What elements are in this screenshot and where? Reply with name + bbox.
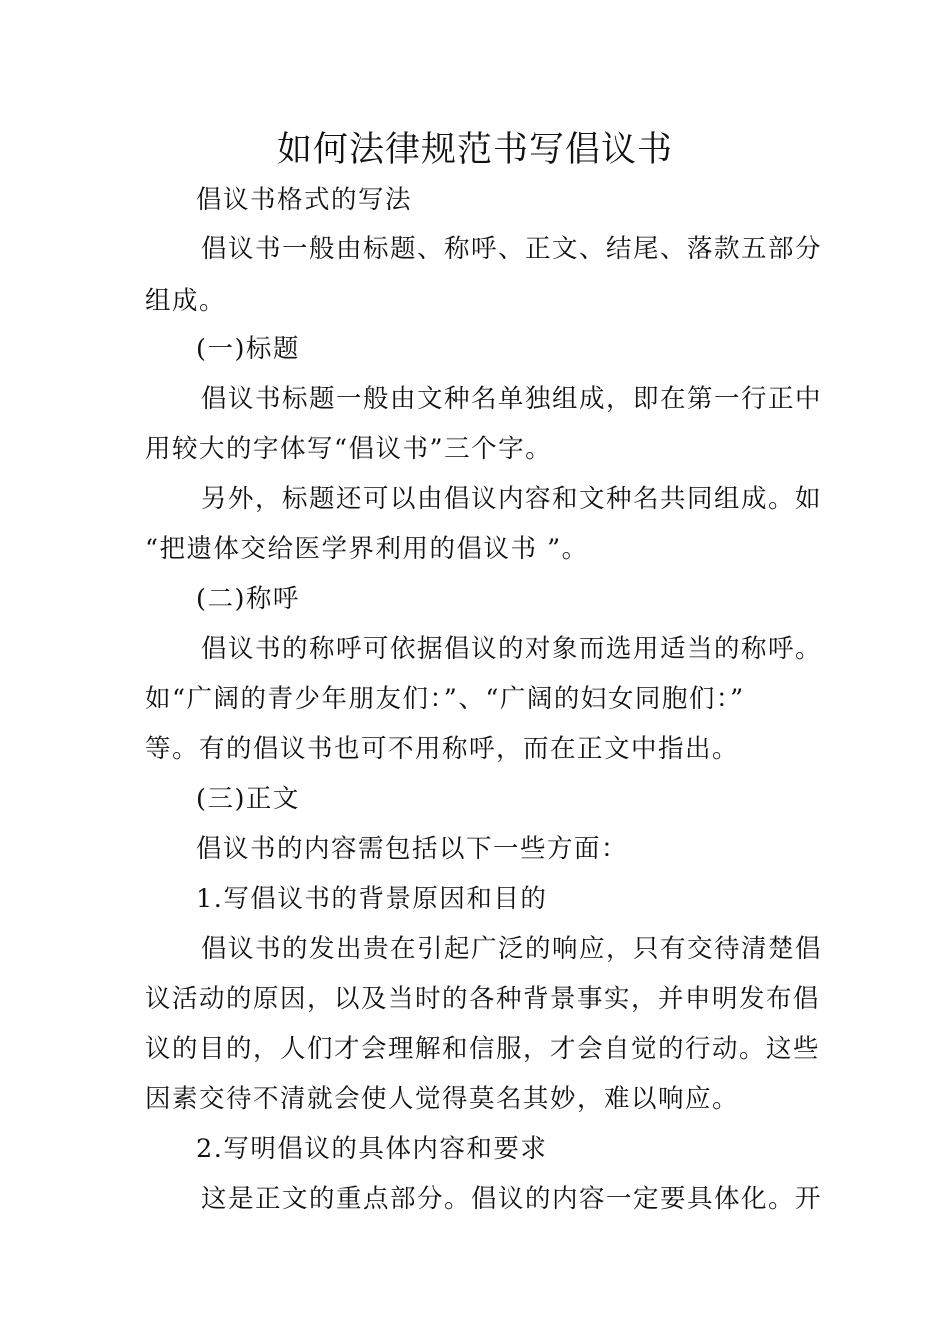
section-heading: (一)标题 <box>196 334 300 364</box>
paragraph-line: 倡议书一般由标题、称呼、正文、结尾、落款五部分 <box>201 234 823 264</box>
subsection-heading: 2.写明倡议的具体内容和要求 <box>196 1134 548 1164</box>
paragraph-line: 议活动的原因，以及当时的各种背景事实，并申明发布倡 <box>145 984 821 1014</box>
section-heading: 倡议书格式的写法 <box>196 185 413 215</box>
paragraph-line: 另外，标题还可以由倡议内容和文种名共同组成。如 <box>201 484 823 514</box>
subsection-heading: 1.写倡议书的背景原因和目的 <box>196 884 548 914</box>
paragraph-line: 倡议书的内容需包括以下一些方面： <box>196 834 629 864</box>
paragraph-line: 倡议书标题一般由文种名单独组成，即在第一行正中 <box>201 384 823 414</box>
document-title: 如何法律规范书写倡议书 <box>276 130 673 170</box>
paragraph-line: “把遗体交给医学界利用的倡议书 ”。 <box>145 534 589 564</box>
paragraph-line: 议的目的，人们才会理解和信服，才会自觉的行动。这些 <box>145 1034 821 1064</box>
paragraph-line: 倡议书的称呼可依据倡议的对象而选用适当的称呼。 <box>201 634 823 664</box>
paragraph-line: 因素交待不清就会使人觉得莫名其妙，难以响应。 <box>145 1084 740 1114</box>
paragraph-line: 组成。 <box>145 286 227 316</box>
paragraph-line: 这是正文的重点部分。倡议的内容一定要具体化。开 <box>201 1184 823 1214</box>
paragraph-line: 倡议书的发出贵在引起广泛的响应，只有交待清楚倡 <box>201 934 823 964</box>
paragraph-line: 等。有的倡议书也可不用称呼，而在正文中指出。 <box>145 734 740 764</box>
section-heading: (二)称呼 <box>196 584 300 614</box>
section-heading: (三)正文 <box>196 784 300 814</box>
paragraph-line: 如“广阔的青少年朋友们：”、“广阔的妇女同胞们：” <box>145 684 745 714</box>
paragraph-line: 用较大的字体写“倡议书”三个字。 <box>145 434 553 464</box>
